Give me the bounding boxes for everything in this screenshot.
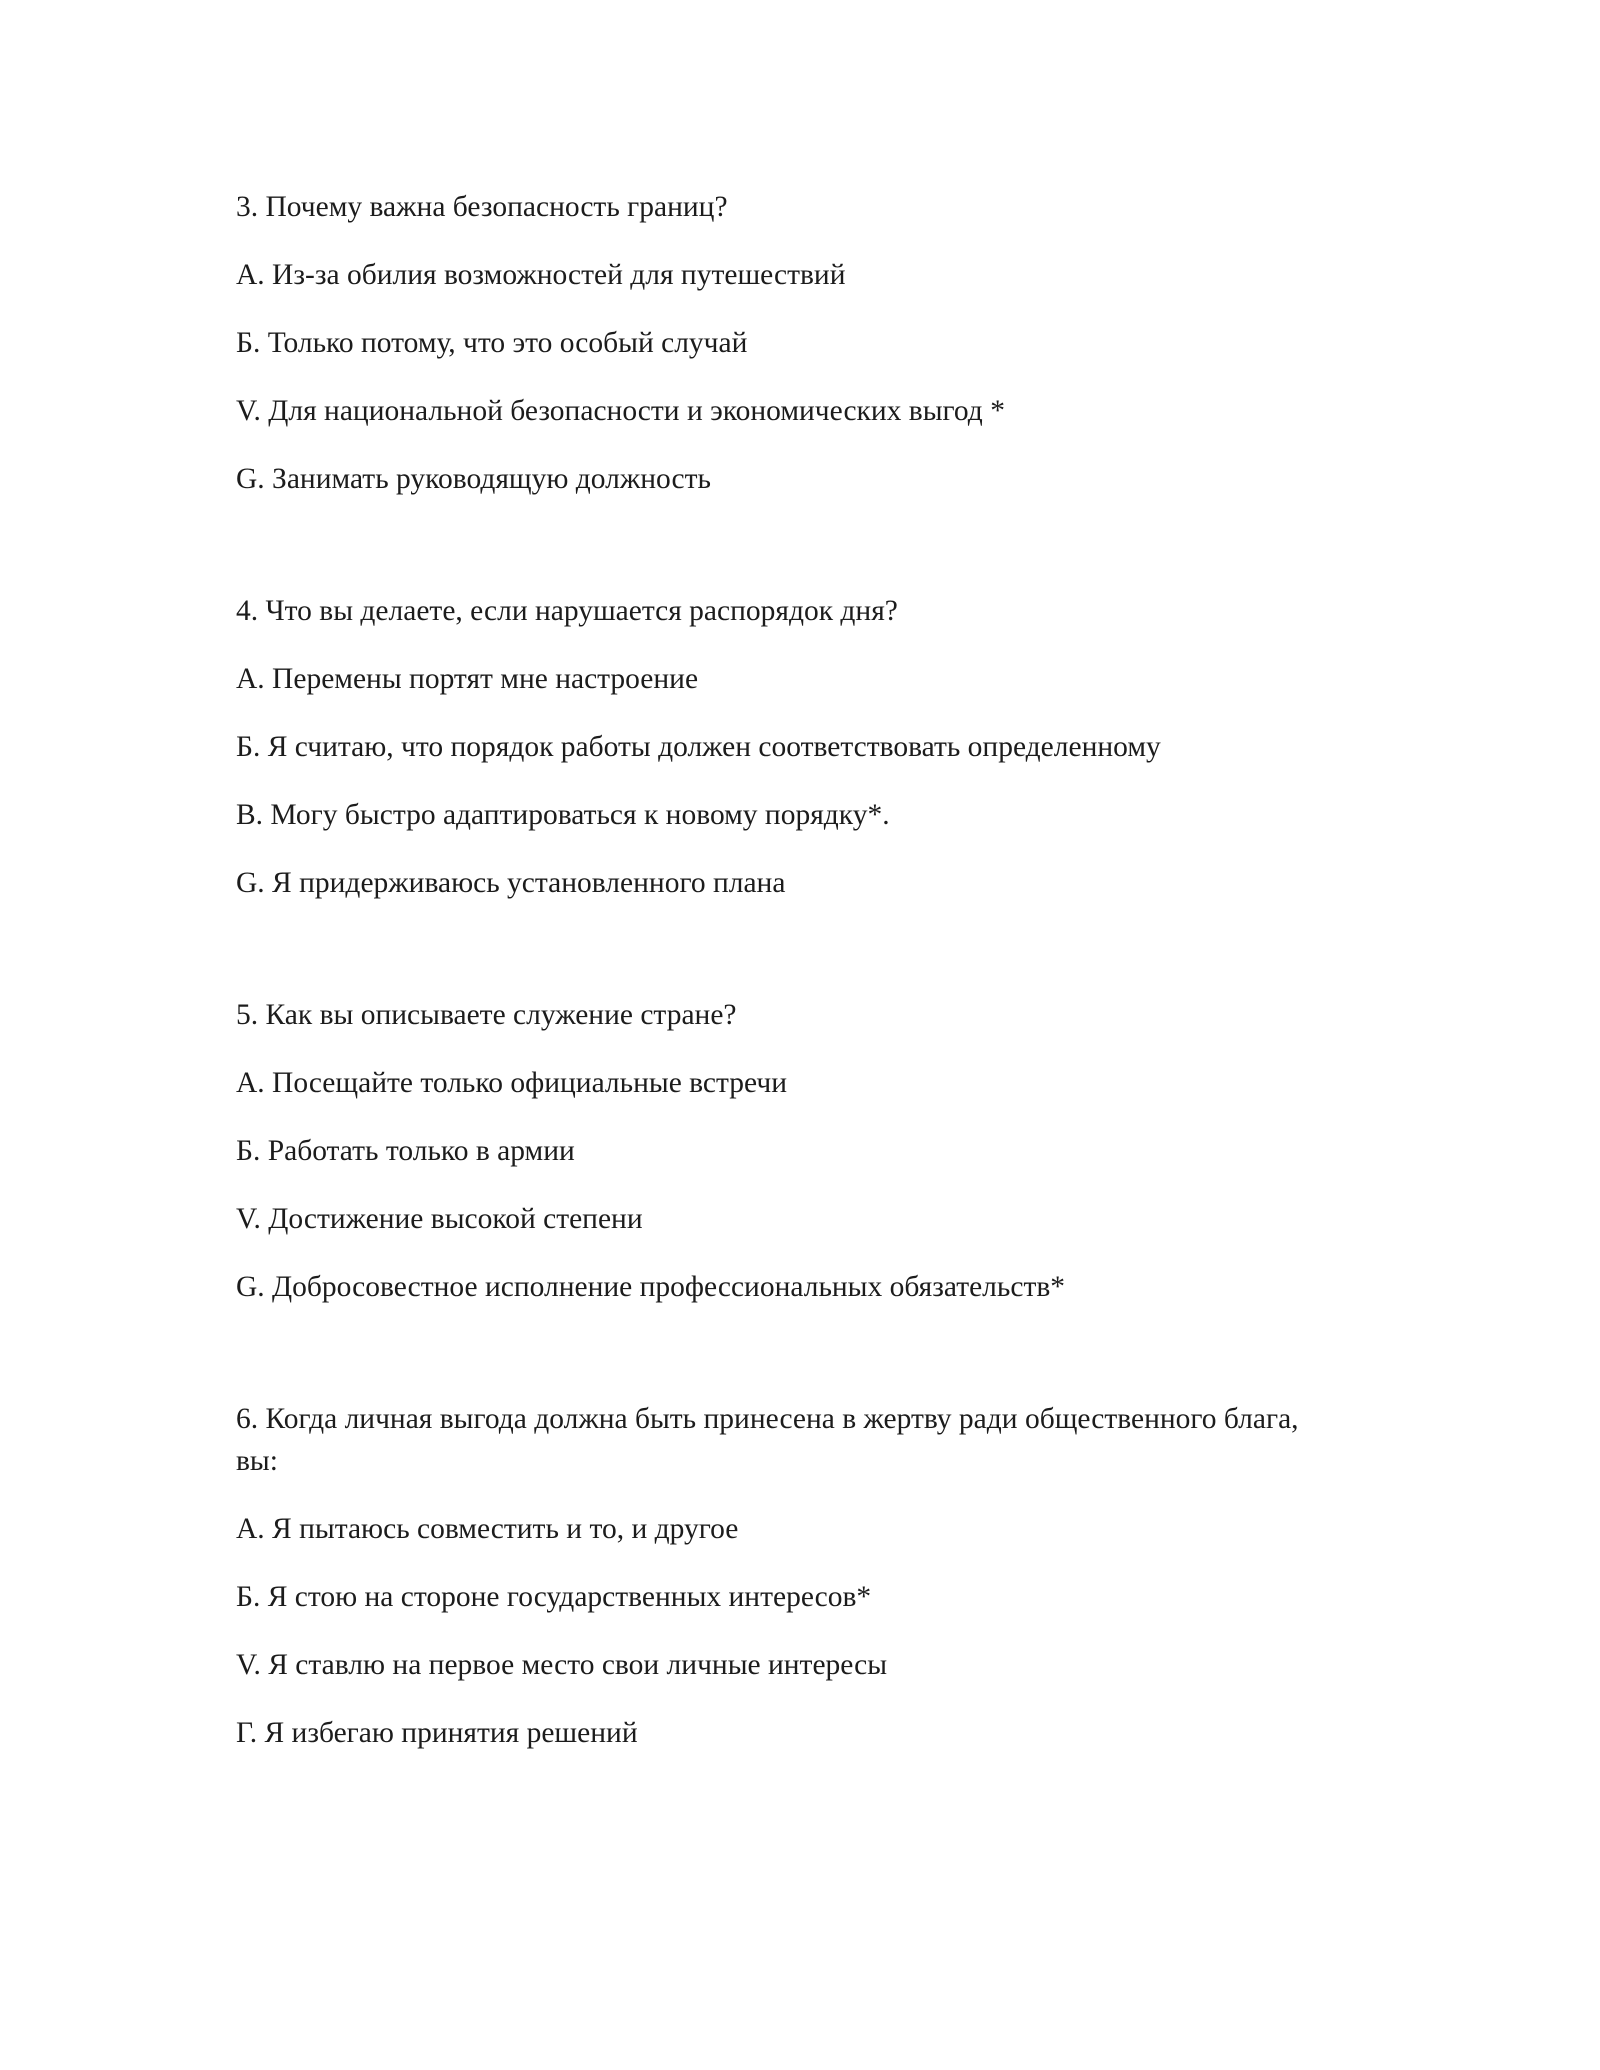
question-5-text: 5. Как вы описываете служение стране? [236,999,737,1031]
question-4-answers [236,658,1356,904]
questionnaire-content [236,186,1356,1754]
question-block-3 [236,186,1356,500]
question-6-answer-b: Б. Я стою на стороне государственных интересов* [236,1581,872,1613]
question-block-5 [236,994,1356,1308]
question-3-answers [236,254,1356,500]
question-3-text: 3. Почему важна безопасность границ? [236,191,728,223]
question-5-answer-v: V. Достижение высокой степени [236,1203,643,1235]
question-4-answer-g: G. Я придерживаюсь установленного плана [236,867,786,899]
question-3-answer-g: G. Занимать руководящую должность [236,463,711,495]
question-4-answer-b: Б. Я считаю, что порядок работы должен соответствовать определенному [236,731,1161,763]
question-5-answer-a: А. Посещайте только официальные встречи [236,1067,788,1099]
question-3-answer-b: Б. Только потому, что это особый случай [236,327,748,359]
question-block-4 [236,590,1356,904]
question-6-text: 6. Когда личная выгода должна быть принесена в жертву ради общественного блага, вы: [236,1403,1299,1477]
question-3-answer-v: V. Для национальной безопасности и экономических выгод * [236,395,1005,427]
question-5-answer-g: G. Добросовестное исполнение профессиональных обязательств* [236,1271,1066,1303]
question-4-text: 4. Что вы делаете, если нарушается распорядок дня? [236,595,898,627]
question-3-answer-a: A. Из-за обилия возможностей для путешествий [236,259,846,291]
question-5-answers [236,1062,1356,1308]
question-6-answer-v: V. Я ставлю на первое место свои личные интересы [236,1649,888,1681]
question-6-answer-g: Г. Я избегаю принятия решений [236,1717,638,1749]
question-block-6 [236,1398,1356,1754]
question-6-answers [236,1508,1356,1754]
question-5-answer-b: Б. Работать только в армии [236,1135,575,1167]
question-4-answer-a: А. Перемены портят мне настроение [236,663,699,695]
question-6-answer-a: А. Я пытаюсь совместить и то, и другое [236,1513,739,1545]
question-4-answer-v: В. Могу быстро адаптироваться к новому порядку*. [236,799,890,831]
